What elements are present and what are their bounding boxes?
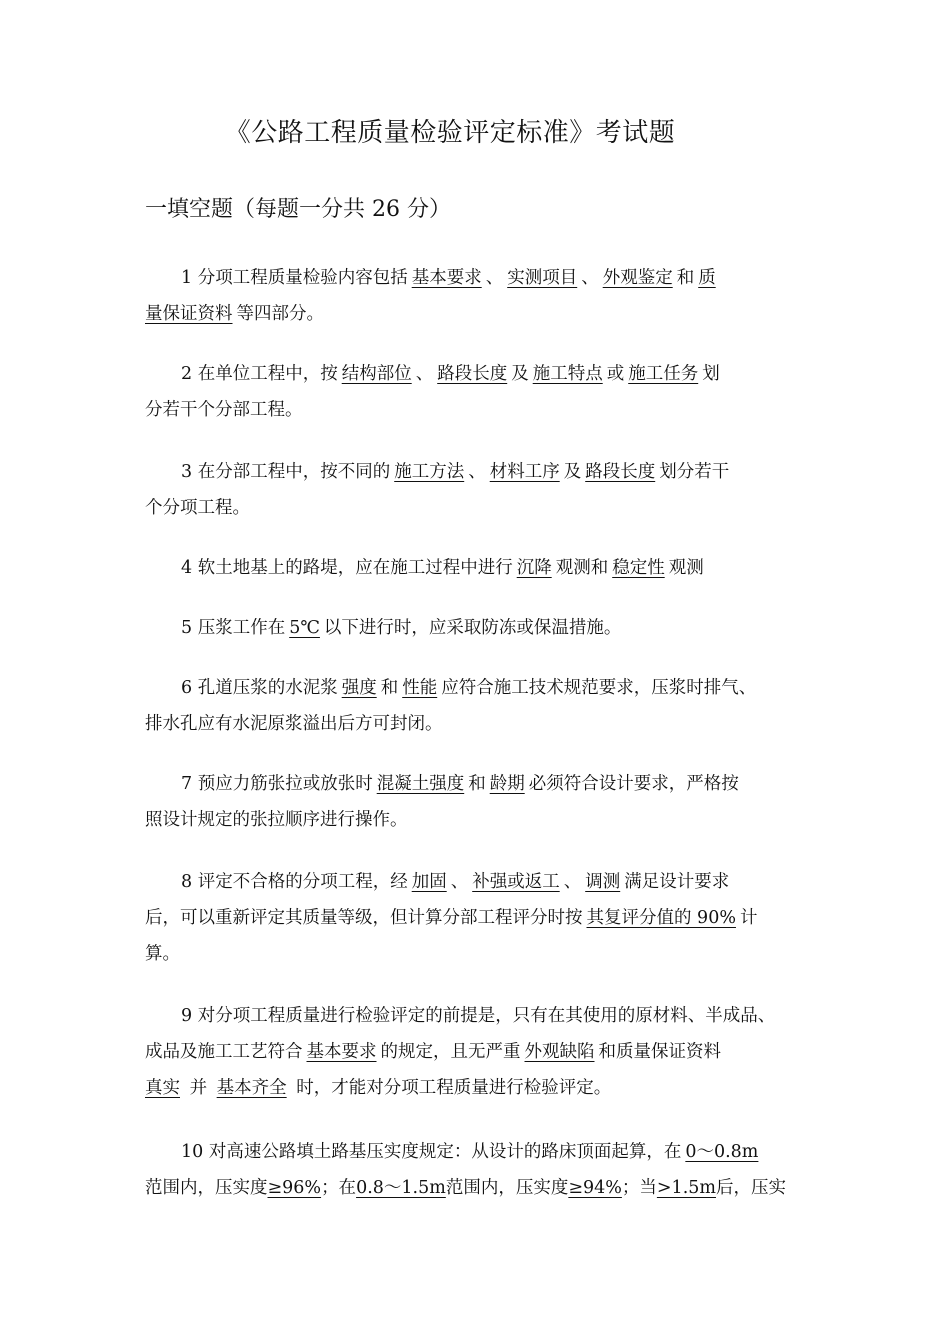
question-text: 及: [511, 364, 529, 384]
question-text: 观测: [668, 558, 704, 578]
answer-blank: 材料工序: [489, 462, 560, 482]
answer-blank: 外观缺陷: [524, 1042, 595, 1062]
question-5-line-1: [145, 610, 813, 646]
answer-blank: 0.8～1.5m: [356, 1178, 446, 1198]
answer-blank: 施工特点: [532, 364, 603, 384]
question-text: 1 分项工程质量检验内容包括: [181, 268, 408, 288]
question-5: [145, 610, 813, 646]
question-text: 和质量保证资料: [598, 1042, 721, 1062]
question-text: 应符合施工技术规范要求，压浆时排气、: [441, 678, 757, 698]
question-1-line-1: [145, 260, 813, 296]
question-text: 等四部分。: [236, 304, 324, 324]
question-7-line-2: 照设计规定的张拉顺序进行操作。: [145, 810, 408, 830]
question-text: 的规定，且无严重: [380, 1042, 521, 1062]
question-text: 、: [563, 872, 582, 892]
answer-blank: 补强或返工: [472, 872, 560, 892]
question-8-line-1: [145, 864, 813, 900]
question-text: 范围内，压实度: [445, 1178, 569, 1198]
question-text: 并: [189, 1078, 208, 1098]
question-text: 和: [380, 678, 399, 698]
question-7: [145, 766, 813, 838]
question-text: 后，可以重新评定其质量等级，但计算分部工程评分时按: [145, 908, 583, 928]
question-text: 后，压实: [715, 1178, 786, 1198]
answer-blank: 强度: [341, 678, 377, 698]
answer-blank: 真实: [145, 1078, 180, 1098]
answer-blank: 路段长度: [437, 364, 508, 384]
question-text: 和: [468, 774, 486, 794]
answer-blank: 5℃: [289, 618, 320, 638]
answer-blank: 基本要求: [411, 268, 482, 288]
answer-blank: 稳定性: [612, 558, 665, 578]
answer-blank: 施工方法: [394, 462, 465, 482]
question-3-line-2: 个分项工程。: [145, 498, 250, 518]
question-text: ；当: [621, 1178, 657, 1198]
answer-blank: 路段长度: [585, 462, 656, 482]
question-text: ；在: [321, 1178, 357, 1198]
question-text: 4 软土地基上的路堤，应在施工过程中进行: [181, 558, 513, 578]
question-text: 、: [450, 872, 469, 892]
question-text: 划分若干: [659, 462, 730, 482]
answer-blank: 基本要求: [306, 1042, 377, 1062]
question-text: 成品及施工工艺符合: [145, 1042, 303, 1062]
question-2: [145, 356, 813, 428]
question-text: 、: [468, 462, 486, 482]
question-text: 以下进行时，应采取防冻或保温措施。: [323, 618, 622, 638]
question-text: 必须符合设计要求，严格按: [528, 774, 739, 794]
question-2-line-2: 分若干个分部工程。: [145, 400, 303, 420]
question-4-line-1: [145, 550, 813, 586]
question-text: 8 评定不合格的分项工程，经: [181, 872, 408, 892]
question-10-line-2: [145, 1170, 813, 1206]
question-text: 10 对高速公路填土路基压实度规定：从设计的路床顶面起算，在: [181, 1142, 682, 1162]
question-text: 6 孔道压浆的水泥浆: [181, 678, 338, 698]
section-heading: 一填空题（每题一分共 26 分）: [145, 197, 451, 222]
question-text: 范围内，压实度: [145, 1178, 268, 1198]
answer-blank: ≥94%: [568, 1178, 622, 1198]
question-text: 观测和: [555, 558, 609, 578]
question-text: 、: [415, 364, 434, 384]
answer-blank: 结构部位: [341, 364, 412, 384]
question-9-line-2: [145, 1034, 813, 1070]
question-8: [145, 864, 813, 972]
question-text: 、: [485, 268, 504, 288]
question-text: 7 预应力筋张拉或放张时: [181, 774, 373, 794]
question-9: [145, 998, 813, 1106]
question-9-line-3: [145, 1070, 813, 1106]
question-text: 计: [739, 908, 758, 928]
question-2-line-1: [145, 356, 813, 392]
question-text: 和: [676, 268, 695, 288]
answer-blank: 施工任务: [628, 364, 699, 384]
question-8-line-3: 算。: [145, 944, 180, 964]
answer-blank: 龄期: [489, 774, 525, 794]
answer-blank: 外观鉴定: [602, 268, 673, 288]
answer-blank: 量保证资料: [145, 304, 233, 324]
question-text: 满足设计要求: [624, 872, 730, 892]
question-text: 5 压浆工作在: [181, 618, 286, 638]
answer-blank: 调测: [585, 872, 621, 892]
answer-blank: 质: [698, 268, 716, 288]
question-6: [145, 670, 813, 742]
question-text: 或: [606, 364, 625, 384]
answer-blank: ≥96%: [267, 1178, 322, 1198]
answer-blank: 沉降: [516, 558, 552, 578]
question-text: 及: [563, 462, 582, 482]
answer-blank: 混凝土强度: [376, 774, 465, 794]
document-title: 《公路工程质量检验评定标准》考试题: [224, 118, 676, 148]
question-6-line-2: 排水孔应有水泥原浆溢出后方可封闭。: [145, 714, 443, 734]
question-text: 、: [581, 268, 599, 288]
question-10: [145, 1134, 813, 1206]
question-3-line-1: [145, 454, 813, 490]
answer-blank: >1.5m: [656, 1178, 716, 1198]
answer-blank: 0～0.8m: [685, 1142, 759, 1162]
question-text: 时，才能对分项工程质量进行检验评定。: [296, 1078, 612, 1098]
answer-blank: 其复评分值的 90%: [586, 908, 736, 928]
question-text: 划: [702, 364, 720, 384]
question-text: 2 在单位工程中，按: [181, 364, 338, 384]
question-10-line-1: [145, 1134, 813, 1170]
question-3: [145, 454, 813, 526]
question-1: [145, 260, 813, 332]
question-6-line-1: [145, 670, 813, 706]
question-1-line-2: [145, 296, 813, 332]
question-9-line-1: 9 对分项工程质量进行检验评定的前提是，只有在其使用的原材料、半成品、: [181, 1006, 776, 1026]
question-text: 3 在分部工程中，按不同的: [181, 462, 391, 482]
question-7-line-1: [145, 766, 813, 802]
question-8-line-2: [145, 900, 813, 936]
answer-blank: 加固: [411, 872, 447, 892]
question-4: [145, 550, 813, 586]
answer-blank: 基本齐全: [216, 1078, 287, 1098]
answer-blank: 性能: [402, 678, 438, 698]
answer-blank: 实测项目: [507, 268, 578, 288]
